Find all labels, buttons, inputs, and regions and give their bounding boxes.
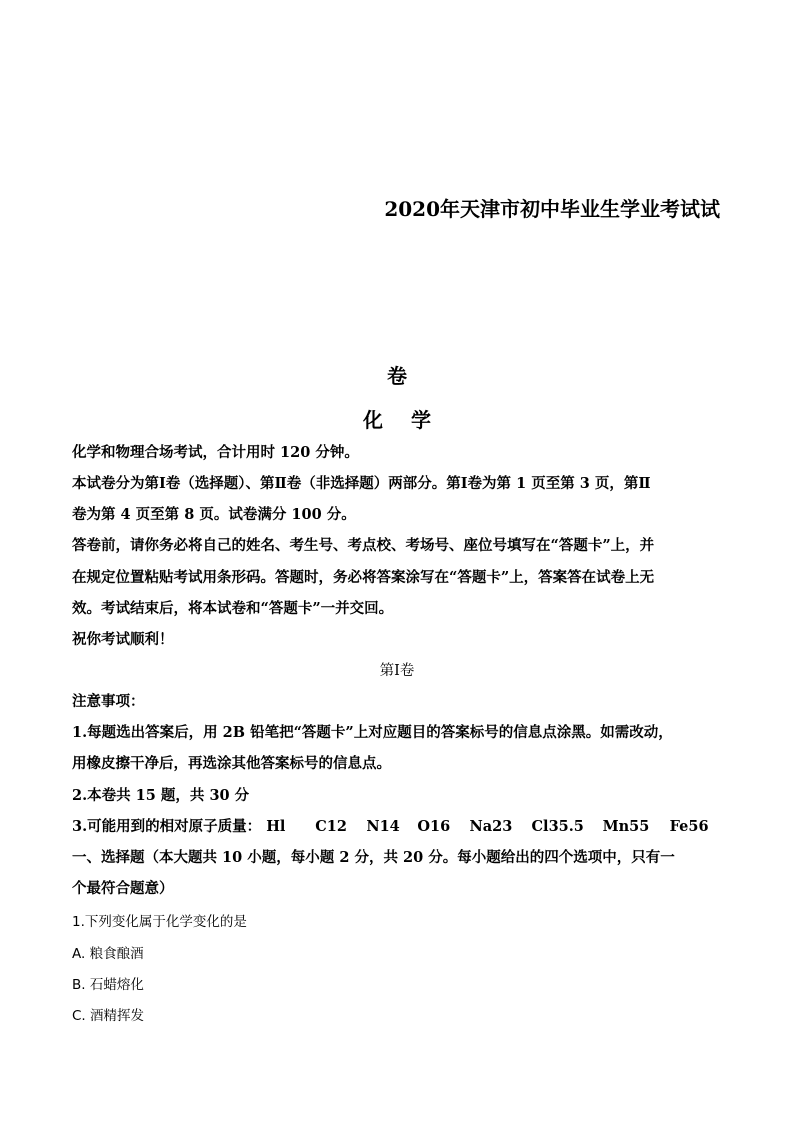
notice-3 — [72, 815, 709, 836]
atomic-mass-cl: Cl35.5 — [531, 818, 584, 835]
exam-title-continuation: 卷 — [387, 364, 407, 388]
notice-label: 注意事项： — [72, 693, 145, 710]
subject-title: 化学 — [363, 408, 459, 432]
notice-1b: 用橡皮擦干净后，再选涂其他答案标号的信息点。 — [72, 755, 391, 772]
atomic-mass-fe: Fe56 — [669, 818, 709, 835]
notice-1a: 1.每题选出答案后，用 2B 铅笔把“答题卡”上对应题目的答案标号的信息点涂黑。如需改动， — [72, 724, 673, 741]
atomic-mass-c: C12 — [315, 818, 347, 835]
intro-line-3: 卷为第 4 页至第 8 页。试卷满分 100 分。 — [72, 506, 356, 523]
intro-line-7: 祝你考试顺利！ — [72, 631, 174, 648]
question-1-option-c: C. 酒精挥发 — [72, 1008, 145, 1024]
intro-line-2: 本试卷分为第Ⅰ卷（选择题）、第Ⅱ卷（非选择题）两部分。第Ⅰ卷为第 1 页至第 3 页，第Ⅱ — [72, 475, 651, 492]
exam-title: 2020年天津市初中毕业生学业考试试 — [384, 197, 720, 221]
question-1-option-a: A. 粮食酿酒 — [72, 946, 144, 962]
atomic-mass-h: Hl — [266, 818, 286, 835]
intro-line-5: 在规定位置粘贴考试用条形码。答题时，务必将答案涂写在“答题卡”上，答案答在试卷上无 — [72, 569, 655, 586]
part1-heading-b: 个最符合题意） — [72, 880, 174, 897]
intro-line-4: 答卷前，请你务必将自己的姓名、考生号、考点校、考场号、座位号填写在“答题卡”上，并 — [72, 537, 655, 554]
atomic-mass-label: 3.可能用到的相对原子质量： — [72, 818, 262, 835]
question-1-option-b: B. 石蜡熔化 — [72, 977, 144, 993]
section-title: 第Ⅰ卷 — [379, 663, 415, 679]
atomic-mass-na: Na23 — [469, 818, 513, 835]
atomic-mass-n: N14 — [366, 818, 400, 835]
intro-line-1: 化学和物理合场考试，合计用时 120 分钟。 — [72, 444, 359, 461]
part1-heading-a: 一、选择题（本大题共 10 小题，每小题 2 分，共 20 分。每小题给出的四个选项中，只有一 — [72, 849, 675, 866]
intro-line-6: 效。考试结束后，将本试卷和“答题卡”一并交回。 — [72, 600, 394, 617]
atomic-mass-mn: Mn55 — [602, 818, 650, 835]
notice-2: 2.本卷共 15 题，共 30 分 — [72, 787, 250, 804]
atomic-mass-o: O16 — [417, 818, 451, 835]
question-1-stem: 1.下列变化属于化学变化的是 — [72, 914, 247, 930]
